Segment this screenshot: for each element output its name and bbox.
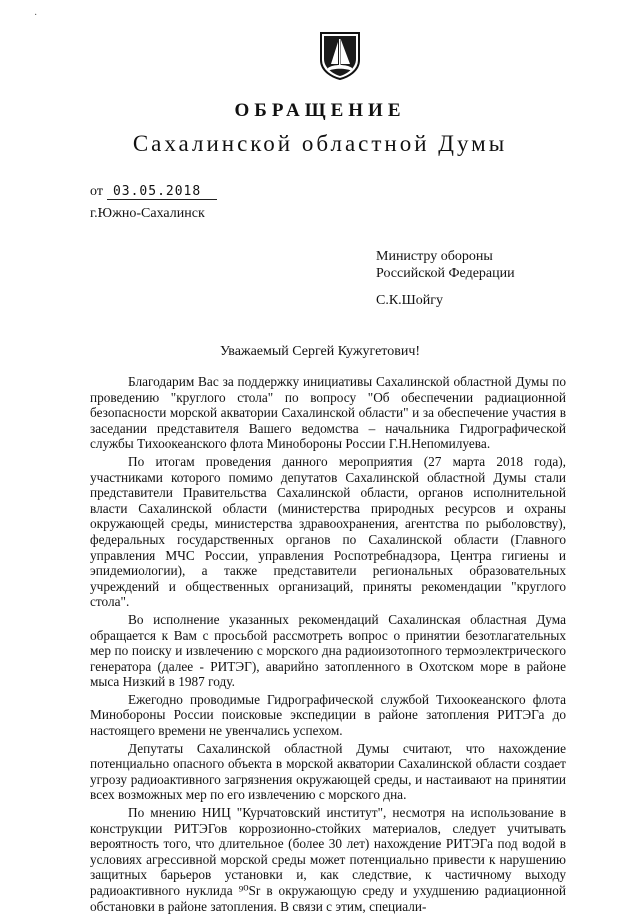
recipient-block	[376, 248, 515, 282]
paragraph: По мнению НИЦ "Курчатовский институт", несмотря на использование в конструкции РИТЭГов коррозионно-стойких материалов, следует учитывать вероятность того, что длительное (более 30 лет) нахождение РИТЭГа под водой в условиях агрессивной морской среды может потенциально привести к нарушению защитных барьеров установки и, как следствие, к частичному выходу радиоактивного нуклида ⁹⁰Sr в окружающую среду и ухудшению радиационной обстановки в районе затопления. В связи с этим, специали-	[90, 805, 566, 914]
document-title: ОБРАЩЕНИЕ	[234, 100, 406, 121]
paragraph: Во исполнение указанных рекомендаций Сахалинская областная Дума обращается к Вам с просьбой рассмотреть вопрос о принятии безотлагательных мер по поиску и извлечению с морского дна радиоизотопного термоэлектрического генератора (далее - РИТЭГ), аварийно затопленного в Охотском море в районе мыса Низкий в 1987 году.	[90, 611, 566, 690]
document-city: г.Южно-Сахалинск	[90, 206, 205, 221]
document-date: 03.05.2018	[107, 184, 217, 200]
recipient-line-1: Министру обороны	[376, 249, 493, 264]
coat-of-arms-icon	[318, 30, 362, 80]
document-subtitle: Сахалинской областной Думы	[132, 131, 508, 156]
date-prefix: от	[90, 184, 103, 199]
date-row	[90, 184, 217, 200]
letter-body	[90, 374, 566, 916]
paragraph: Благодарим Вас за поддержку инициативы Сахалинской областной Думы по проведению "круглого стола" по вопросу "Об обеспечении радиационной безопасности морской акватории Сахалинской области" и за обеспечение участия в заседании представителя Вашего ведомства – начальника Гидрографической службы Тихоокеанского флота Минобороны России Г.Н.Непомилуева.	[90, 374, 566, 452]
paragraph: По итогам проведения данного мероприятия (27 марта 2018 года), участниками которого помимо депутатов Сахалинской областной Думы стали представители Правительства Сахалинской области, органов исполнительной власти Сахалинской области (министерства природных ресурсов и охраны окружающей среды, министерства здравоохранения, агентства по рыболовству), федеральных государственных органов по Сахалинской области (Главного управления МЧС России, управления Роспотребнадзора, Центра гигиены и эпидемиологии), а также представители региональных образовательных учреждений и общественных организаций, приняты рекомендации "круглого стола".	[90, 453, 566, 610]
recipient-line-2: Российской Федерации	[376, 266, 515, 281]
recipient-name: С.К.Шойгу	[376, 293, 444, 308]
paragraph: Депутаты Сахалинской областной Думы считают, что нахождение потенциально опасного объекта в морской акватории Сахалинской области создает угрозу радиоактивного загрязнения окружающей среды, и настаивают на принятии всех возможных мер по его извлечению с морского дна.	[90, 740, 566, 803]
paragraph: Ежегодно проводимые Гидрографической службой Тихоокеанского флота Минобороны России поисковые экспедиции в районе затопления РИТЭГа до настоящего времени не увенчались успехом.	[90, 691, 566, 739]
salutation: Уважаемый Сергей Кужугетович!	[219, 344, 421, 359]
scan-mark: ·	[34, 10, 38, 21]
